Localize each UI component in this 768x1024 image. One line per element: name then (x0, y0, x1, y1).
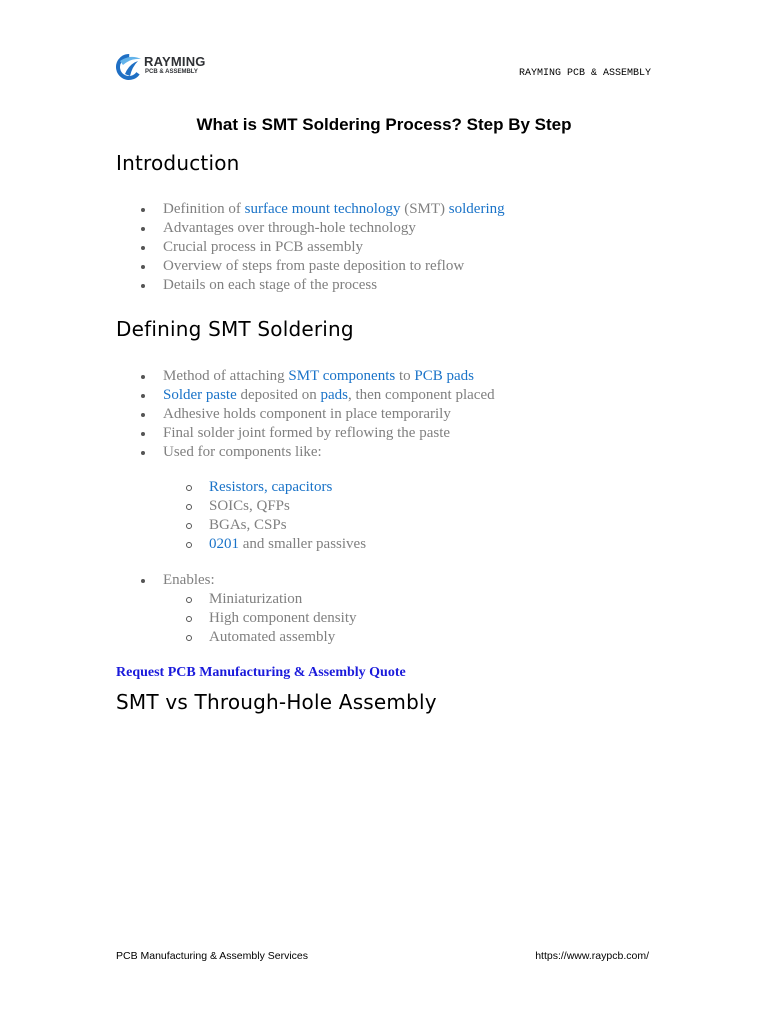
link-resistors-capacitors[interactable]: Resistors, capacitors (209, 479, 333, 495)
list-item: Automated assembly (186, 628, 356, 647)
link-0201[interactable]: 0201 (209, 536, 239, 552)
list-item-text: deposited on (236, 387, 321, 403)
list-item: Miniaturization (186, 590, 356, 609)
components-sublist (186, 478, 366, 554)
link-solder-paste[interactable]: Solder paste (163, 387, 237, 403)
list-item-text: (SMT) (400, 201, 449, 217)
request-quote-link[interactable]: Request PCB Manufacturing & Assembly Quote (116, 665, 406, 680)
list-item (140, 386, 495, 405)
logo-swoosh-icon (116, 52, 144, 82)
list-item: BGAs, CSPs (186, 516, 366, 535)
logo-subtitle: PCB & ASSEMBLY (145, 69, 198, 75)
link-pcb-pads[interactable]: PCB pads (414, 368, 474, 384)
list-item: High component density (186, 609, 356, 628)
logo-name: RAYMING (144, 54, 206, 69)
link-pads[interactable]: pads (320, 387, 348, 403)
list-item (186, 478, 366, 497)
defining-heading: Defining SMT Soldering (116, 317, 354, 341)
list-item: Final solder joint formed by reflowing the paste (140, 424, 495, 443)
enables-sublist (186, 590, 356, 647)
list-item-text: Definition of (163, 201, 245, 217)
list-item: Crucial process in PCB assembly (140, 238, 505, 257)
list-item-text: Method of attaching (163, 368, 289, 384)
list-item: Advantages over through-hole technology (140, 219, 505, 238)
list-item: Enables: (140, 571, 215, 590)
header-brand: RAYMING PCB & ASSEMBLY (518, 68, 651, 79)
list-item (186, 535, 366, 554)
defining-list (140, 367, 495, 462)
introduction-list (140, 200, 505, 295)
list-item: SOICs, QFPs (186, 497, 366, 516)
document-title: What is SMT Soldering Process? Step By Step (196, 115, 572, 134)
company-logo (116, 52, 226, 82)
list-item (140, 200, 505, 219)
list-item: Used for components like: (140, 443, 495, 462)
smt-vs-through-hole-heading: SMT vs Through-Hole Assembly (116, 690, 437, 714)
list-item-text: to (395, 368, 415, 384)
list-item: Details on each stage of the process (140, 276, 505, 295)
footer-website-link[interactable]: https://www.raypcb.com/ (535, 950, 649, 962)
list-item-text: and smaller passives (239, 536, 367, 552)
list-item: Overview of steps from paste deposition to reflow (140, 257, 505, 276)
link-surface-mount-technology[interactable]: surface mount technology (244, 201, 401, 217)
link-smt-components[interactable]: SMT components (288, 368, 396, 384)
introduction-heading: Introduction (116, 151, 240, 175)
list-item: Adhesive holds component in place temporarily (140, 405, 495, 424)
footer-services: PCB Manufacturing & Assembly Services (116, 950, 308, 962)
link-soldering[interactable]: soldering (448, 201, 505, 217)
list-item (140, 367, 495, 386)
enables-list (140, 571, 215, 590)
list-item-text: , then component placed (347, 387, 495, 403)
